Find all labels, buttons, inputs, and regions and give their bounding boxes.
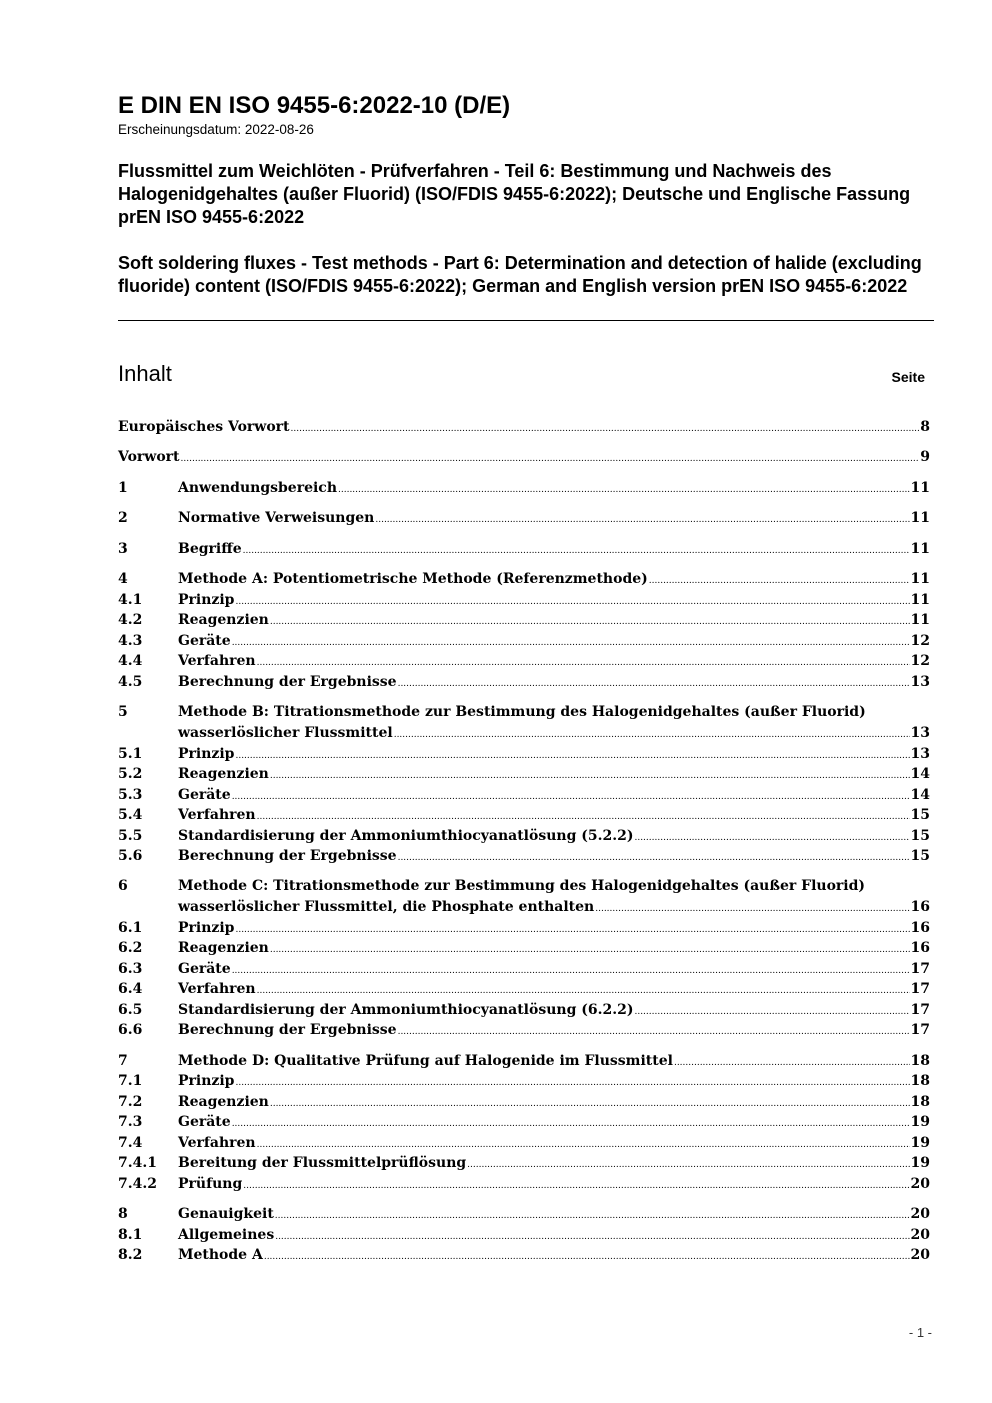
toc-leader-dots [674, 1051, 910, 1073]
toc-entry-title: Geräte [178, 787, 231, 803]
toc-entry[interactable] [118, 1133, 930, 1153]
toc-entry-title: Standardisierung der Ammoniumthiocyanatlösung (6.2.2) [178, 1002, 634, 1018]
toc-leader-dots [232, 1112, 910, 1134]
toc-entry-number: 7 [118, 1053, 128, 1069]
page-number: - 1 - [908, 1325, 932, 1340]
toc-leader-dots [270, 764, 910, 786]
toc-leader-dots [232, 785, 910, 807]
toc-entry-title: Reagenzien [178, 940, 269, 956]
toc-leader-dots [232, 631, 910, 653]
toc-entry-page: 11 [910, 541, 930, 557]
document-id: E DIN EN ISO 9455-6:2022-10 (D/E) [118, 92, 511, 119]
toc-leader-dots [243, 1174, 909, 1196]
toc-entry-page: 17 [910, 961, 930, 977]
header-divider [118, 320, 934, 321]
toc-leader-dots [398, 672, 910, 694]
toc-leader-dots [270, 1092, 910, 1114]
toc-entry-number: 6.2 [118, 940, 143, 956]
toc-entry-title: Normative Verweisungen [178, 510, 375, 526]
toc-entry-title: Berechnung der Ergebnisse [178, 1022, 397, 1038]
toc-entry[interactable] [118, 1245, 930, 1265]
toc-entry[interactable] [118, 918, 930, 938]
toc-entry-number: 7.4.1 [118, 1155, 157, 1171]
toc-entry-page: 16 [910, 920, 930, 936]
toc-entry-page: 18 [910, 1053, 930, 1069]
toc-entry-page: 19 [910, 1155, 930, 1171]
toc-entry-title-continued: wasserlöslicher Flussmittel, die Phosphate enthalten [178, 899, 595, 915]
toc-leader-dots [467, 1153, 909, 1175]
toc-entry-page: 16 [910, 899, 930, 915]
toc-entry-number: 4 [118, 571, 128, 587]
publication-date: Erscheinungsdatum: 2022-08-26 [118, 122, 314, 137]
toc-entry[interactable] [118, 447, 930, 467]
toc-entry-page: 13 [910, 746, 930, 762]
toc-entry-page: 11 [910, 510, 930, 526]
toc-entry-page: 18 [910, 1094, 930, 1110]
toc-entry-page: 11 [910, 480, 930, 496]
toc-entry-title: Reagenzien [178, 766, 269, 782]
toc-leader-dots [634, 826, 909, 848]
toc-leader-dots [235, 744, 909, 766]
toc-entry-number: 5.6 [118, 848, 143, 864]
toc-entry-number: 7.3 [118, 1114, 143, 1130]
toc-entry-title: Berechnung der Ergebnisse [178, 848, 397, 864]
toc-entry-page: 12 [910, 653, 930, 669]
toc-entry-title: Prinzip [178, 920, 235, 936]
toc-entry-title: Anwendungsbereich [178, 480, 337, 496]
toc-entry-page: 17 [910, 1002, 930, 1018]
toc-entry-continuation[interactable] [118, 723, 930, 743]
toc-leader-dots [394, 723, 910, 745]
toc-entry[interactable] [118, 805, 930, 825]
toc-entry[interactable] [118, 1204, 930, 1224]
toc-entry-page: 15 [910, 848, 930, 864]
toc-entry-title: Begriffe [178, 541, 242, 557]
toc-entry-title: Verfahren [178, 807, 256, 823]
title-german: Flussmittel zum Weichlöten - Prüfverfahren - Teil 6: Bestimmung und Nachweis des Halogenidgehaltes (außer Fluorid) (ISO/FDIS 9455-6:2022); Deutsche und Englische Fassung prEN ISO 9455-6:2022 [118, 161, 911, 227]
toc-entry-title-continued: wasserlöslicher Flussmittel [178, 725, 393, 741]
toc-entry-number: 4.5 [118, 674, 143, 690]
toc-entry-number: 8.2 [118, 1247, 143, 1263]
toc-entry-page: 9 [920, 449, 930, 465]
toc-leader-dots [257, 1133, 910, 1155]
toc-entry-number: 1 [118, 480, 128, 496]
toc-entry-number: 3 [118, 541, 128, 557]
toc-entry-title: Geräte [178, 961, 231, 977]
toc-leader-dots [235, 918, 909, 940]
toc-entry-title: Bereitung der Flussmittelprüflösung [178, 1155, 467, 1171]
toc-leader-dots [270, 610, 910, 632]
toc-entry-title: Methode A: Potentiometrische Methode (Referenzmethode) [178, 571, 648, 587]
toc-leader-dots [257, 805, 910, 827]
toc-entry-page: 14 [910, 766, 930, 782]
toc-entry-continuation[interactable] [118, 897, 930, 917]
toc-entry-number: 5.1 [118, 746, 143, 762]
toc-entry-title: Allgemeines [178, 1227, 275, 1243]
toc-entry-page: 13 [910, 725, 930, 741]
toc-entry-title: Prinzip [178, 746, 235, 762]
toc-entry-number: 7.1 [118, 1073, 143, 1089]
toc-entry-number: 5.3 [118, 787, 143, 803]
toc-entry-title: Methode B: Titrationsmethode zur Bestimmung des Halogenidgehaltes (außer Fluorid) [178, 704, 866, 720]
toc-entry-number: 6 [118, 878, 128, 894]
toc-leader-dots [291, 417, 920, 439]
toc-leader-dots [257, 979, 910, 1001]
toc-entry-page: 13 [910, 674, 930, 690]
toc-entry[interactable] [118, 1020, 930, 1040]
toc-entry-page: 12 [910, 633, 930, 649]
toc-entry[interactable] [118, 938, 930, 958]
toc-entry-page: 19 [910, 1114, 930, 1130]
toc-entry-number: 6.3 [118, 961, 143, 977]
toc-leader-dots [235, 590, 909, 612]
toc-entry-title: Prinzip [178, 1073, 235, 1089]
toc-entry-page: 15 [910, 807, 930, 823]
toc-entry-page: 11 [910, 612, 930, 628]
toc-entry-title: Geräte [178, 1114, 231, 1130]
toc-entry-title: Standardisierung der Ammoniumthiocyanatlösung (5.2.2) [178, 828, 634, 844]
toc-leader-dots [398, 1020, 910, 1042]
toc-entry-title: Vorwort [118, 449, 180, 465]
toc-entry[interactable] [118, 979, 930, 999]
toc-entry-title: Genauigkeit [178, 1206, 274, 1222]
toc-entry-page: 20 [910, 1206, 930, 1222]
toc-entry[interactable] [118, 764, 930, 784]
toc-entry-number: 6.5 [118, 1002, 143, 1018]
toc-leader-dots [375, 508, 909, 530]
toc-entry-title: Reagenzien [178, 1094, 269, 1110]
toc-entry[interactable] [118, 508, 930, 528]
toc-entry-page: 20 [910, 1227, 930, 1243]
toc-entry-number: 5.2 [118, 766, 143, 782]
toc-entry[interactable] [118, 702, 930, 722]
toc-entry-number: 8 [118, 1206, 128, 1222]
toc-leader-dots [235, 1071, 909, 1093]
toc-entry[interactable] [118, 876, 930, 896]
toc-entry[interactable] [118, 785, 930, 805]
toc-entry-page: 16 [910, 940, 930, 956]
toc-entry-page: 17 [910, 981, 930, 997]
toc-entry-page: 20 [910, 1247, 930, 1263]
toc-entry[interactable] [118, 1092, 930, 1112]
toc-entry-number: 6.4 [118, 981, 143, 997]
toc-entry[interactable] [118, 1071, 930, 1091]
toc-entry-page: 15 [910, 828, 930, 844]
toc-entry-title: Geräte [178, 633, 231, 649]
toc-entry[interactable] [118, 417, 930, 437]
toc-entry-page: 14 [910, 787, 930, 803]
toc-entry-number: 6.6 [118, 1022, 143, 1038]
toc-leader-dots [275, 1225, 909, 1247]
toc-entry-page: 8 [920, 419, 930, 435]
toc-entry[interactable] [118, 610, 930, 630]
toc-entry-number: 4.1 [118, 592, 143, 608]
toc-entry-page: 20 [910, 1176, 930, 1192]
toc-leader-dots [243, 539, 910, 561]
toc-entry-title: Berechnung der Ergebnisse [178, 674, 397, 690]
toc-entry-number: 7.4 [118, 1135, 143, 1151]
toc-entry[interactable] [118, 651, 930, 671]
toc-entry-page: 19 [910, 1135, 930, 1151]
toc-leader-dots [181, 447, 920, 469]
toc-entry-title: Reagenzien [178, 612, 269, 628]
toc-entry-title: Prinzip [178, 592, 235, 608]
toc-leader-dots [398, 846, 910, 868]
toc-entry[interactable] [118, 478, 930, 498]
toc-entry-page: 17 [910, 1022, 930, 1038]
toc-entry[interactable] [118, 1051, 930, 1071]
toc-entry-number: 5.4 [118, 807, 143, 823]
toc-entry-number: 7.4.2 [118, 1176, 157, 1192]
toc-page-label: Seite [891, 369, 925, 385]
toc-entry[interactable] [118, 1225, 930, 1245]
toc-entry-number: 7.2 [118, 1094, 143, 1110]
toc-entry-number: 8.1 [118, 1227, 143, 1243]
toc-entry-number: 5 [118, 704, 128, 720]
toc-leader-dots [634, 1000, 909, 1022]
toc-leader-dots [270, 938, 910, 960]
toc-entry[interactable] [118, 1153, 930, 1173]
toc-leader-dots [649, 569, 910, 591]
toc-entry[interactable] [118, 539, 930, 559]
toc-entry-title: Verfahren [178, 653, 256, 669]
toc-entry[interactable] [118, 846, 930, 866]
toc-leader-dots [257, 651, 910, 673]
toc-entry-number: 4.3 [118, 633, 143, 649]
toc-leader-dots [264, 1245, 910, 1267]
toc-entry[interactable] [118, 826, 930, 846]
toc-entry[interactable] [118, 569, 930, 589]
toc-entry[interactable] [118, 631, 930, 651]
toc-entry-number: 5.5 [118, 828, 143, 844]
toc-entry-title: Methode D: Qualitative Prüfung auf Halogenide im Flussmittel [178, 1053, 673, 1069]
toc-entry[interactable] [118, 744, 930, 764]
toc-leader-dots [275, 1204, 910, 1226]
toc-entry-page: 11 [910, 571, 930, 587]
toc-leader-dots [232, 959, 910, 981]
toc-entry-title: Verfahren [178, 981, 256, 997]
toc-entry-page: 11 [910, 592, 930, 608]
toc-entry-title: Verfahren [178, 1135, 256, 1151]
toc-leader-dots [338, 478, 910, 500]
toc-entry-number: 4.2 [118, 612, 143, 628]
title-english: Soft soldering fluxes - Test methods - Part 6: Determination and detection of halide (excluding fluoride) content (ISO/FDIS 9455-6:2022); German and English version prEN ISO 9455-6:2022 [118, 253, 922, 296]
toc-entry-page: 18 [910, 1073, 930, 1089]
toc-entry-title: Methode C: Titrationsmethode zur Bestimmung des Halogenidgehaltes (außer Fluorid) [178, 878, 866, 894]
toc-entry[interactable] [118, 1000, 930, 1020]
toc-entry[interactable] [118, 590, 930, 610]
toc-entry[interactable] [118, 1112, 930, 1132]
toc-entry[interactable] [118, 959, 930, 979]
toc-heading: Inhalt [118, 361, 172, 386]
toc-entry-title: Europäisches Vorwort [118, 419, 290, 435]
toc-entry[interactable] [118, 672, 930, 692]
toc-entry-title: Prüfung [178, 1176, 243, 1192]
toc-entry-number: 2 [118, 510, 128, 526]
toc-entry-title: Methode A [178, 1247, 263, 1263]
toc-entry-number: 4.4 [118, 653, 143, 669]
toc-leader-dots [595, 897, 909, 919]
toc-entry[interactable] [118, 1174, 930, 1194]
toc-entry-number: 6.1 [118, 920, 143, 936]
